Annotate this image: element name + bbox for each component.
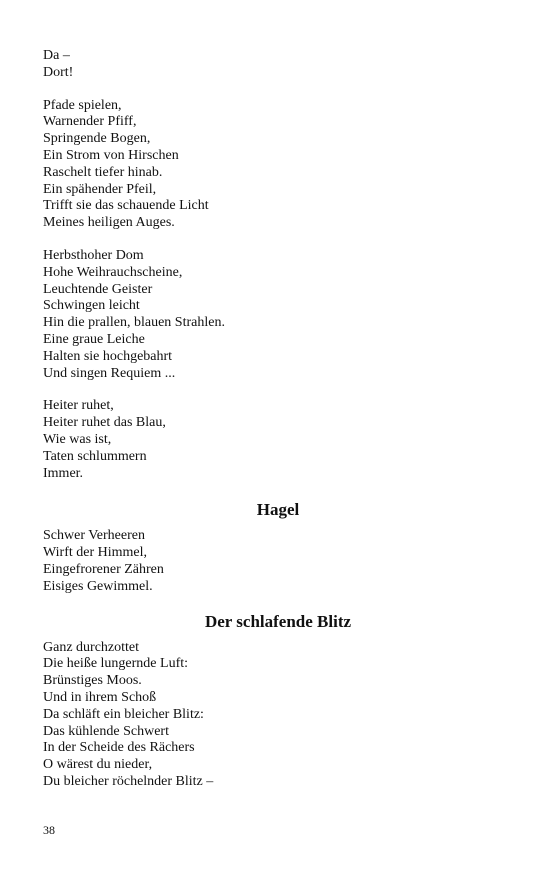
verse-line: Wie was ist,: [43, 431, 112, 447]
verse-line: Heiter ruhet das Blau,: [43, 415, 166, 431]
verse-line: Brünstiges Moos.: [43, 673, 142, 689]
verse-line: Eine graue Leiche: [43, 331, 145, 347]
verse-line: Schwer Verheeren: [43, 528, 145, 544]
verse-line: Raschelt tiefer hinab.: [43, 164, 163, 180]
verse-line: In der Scheide des Rächers: [43, 740, 195, 756]
verse-line: O wärest du nieder,: [43, 757, 153, 773]
verse-line: Ganz durchzottet: [43, 639, 140, 655]
stanza: [43, 640, 513, 791]
verse-line: Herbsthoher Dom: [43, 247, 144, 263]
verse-line: Du bleicher röchelnder Blitz –: [43, 773, 214, 789]
verse-line: Da –: [43, 48, 70, 63]
verse-line: Pfade spielen,: [43, 97, 122, 113]
poem-title: Der schlafende Blitz: [204, 611, 352, 631]
verse-line: Warnender Pfiff,: [43, 114, 137, 130]
verse-line: Ein Strom von Hirschen: [43, 147, 179, 163]
verse-line: Meines heiligen Auges.: [43, 215, 175, 231]
verse-line: Trifft sie das schauende Licht: [43, 198, 209, 214]
stanza: [43, 398, 513, 482]
verse-line: Schwingen leicht: [43, 298, 140, 314]
poem-title: Hagel: [256, 500, 300, 520]
verse-line: Heiter ruhet,: [43, 398, 114, 414]
verse-line: Taten schlummern: [43, 448, 147, 464]
verse-line: Und in ihrem Schoß: [43, 689, 157, 705]
verse-line: Wirft der Himmel,: [43, 545, 148, 561]
verse-line: Und singen Requiem ...: [43, 365, 176, 381]
verse-line: Immer.: [43, 465, 84, 481]
verse-line: Eisiges Gewimmel.: [43, 578, 153, 594]
verse-line: Eingefrorener Zähren: [43, 561, 164, 577]
verse-line: Hin die prallen, blauen Strahlen.: [43, 315, 225, 331]
page-number: 38: [43, 823, 55, 837]
verse-line: Halten sie hochgebahrt: [43, 348, 173, 364]
verse-line: Die heiße lungernde Luft:: [43, 656, 189, 672]
stanza: [43, 98, 513, 232]
verse-line: Da schläft ein bleicher Blitz:: [43, 706, 204, 722]
verse-line: Ein spähender Pfeil,: [43, 181, 157, 197]
stanza: [43, 248, 513, 382]
verse-line: Springende Bogen,: [43, 131, 151, 147]
verse-line: Dort!: [43, 64, 74, 80]
poem-untitled: [43, 48, 513, 482]
verse-line: Leuchtende Geister: [43, 281, 153, 297]
text-block: [43, 48, 513, 807]
poem-der-schlafende-blitz: [43, 612, 513, 791]
verse-line: Hohe Weihrauchscheine,: [43, 264, 183, 280]
poem-hagel: [43, 500, 513, 595]
verse-line: Das kühlende Schwert: [43, 723, 169, 739]
stanza: [43, 528, 513, 595]
stanza: [43, 48, 513, 82]
